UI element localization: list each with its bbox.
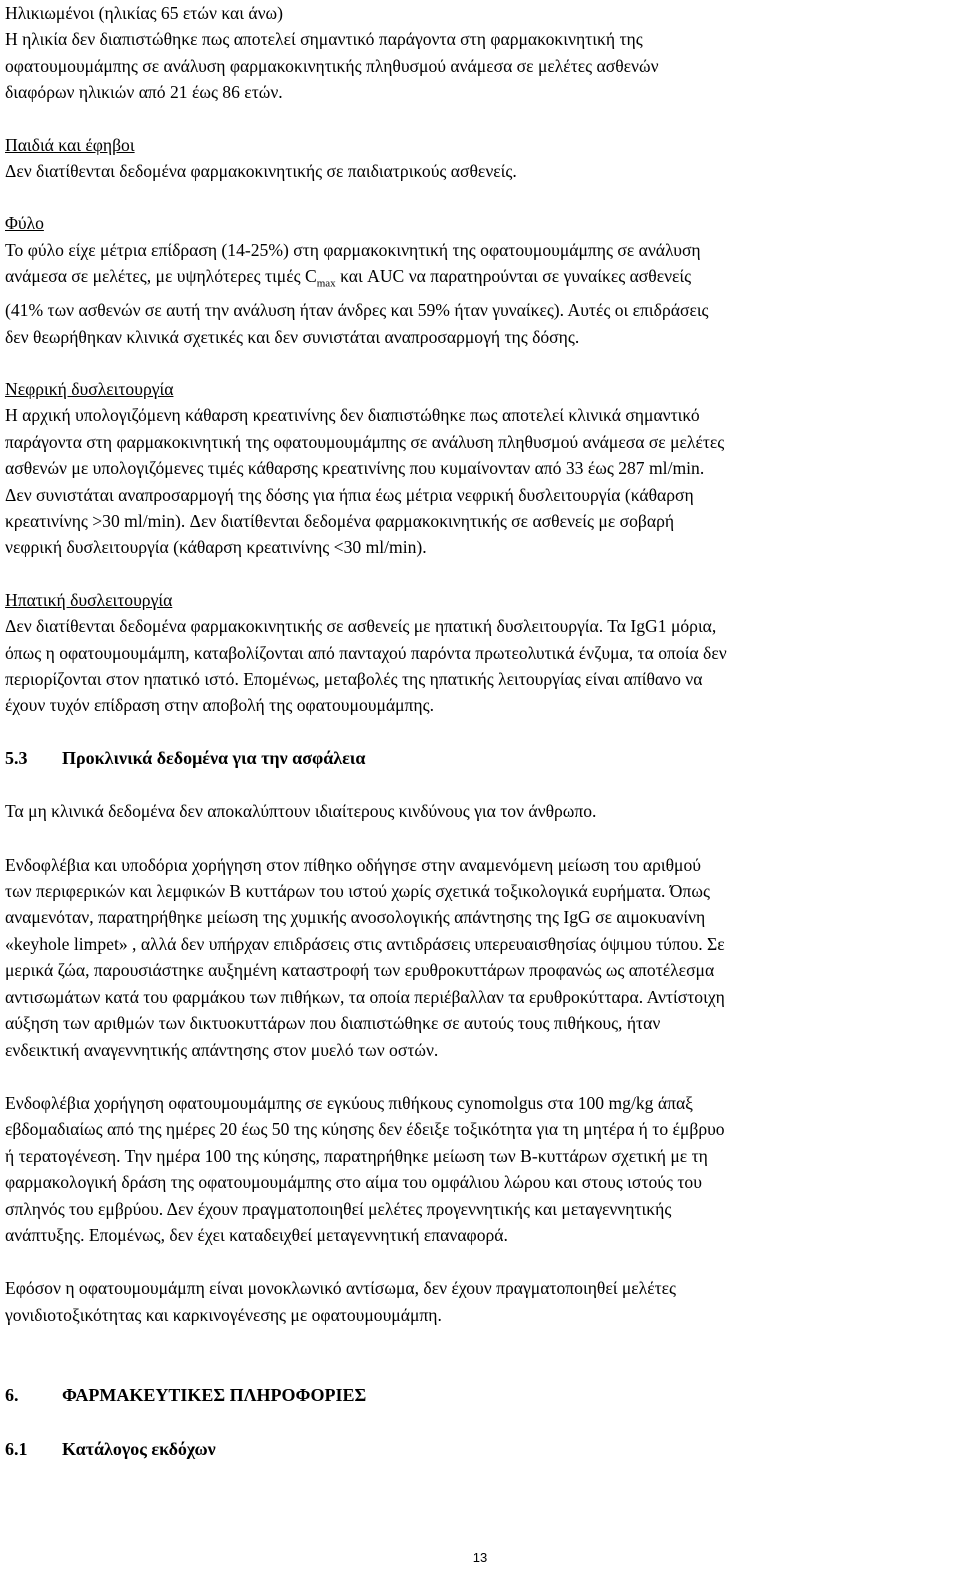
- section-number: 5.3: [5, 747, 28, 768]
- section-title: Κατάλογος εκδόχων: [62, 1438, 216, 1459]
- preclinical-p4-line: γονιδιοτοξικότητας και καρκινογένεσης με οφατουμουμάμπη.: [5, 1304, 442, 1325]
- renal-line: Η αρχική υπολογιζόμενη κάθαρση κρεατινίνης δεν διαπιστώθηκε πως αποτελεί κλινικά σημαντικό: [5, 405, 700, 426]
- preclinical-p3-line: εβδομαδιαίως από της ημέρες 20 έως 50 της κύησης δεν έδειξε τοξικότητα για τη μητέρα ή το έμβρυο: [5, 1119, 725, 1140]
- gender-line: δεν θεωρήθηκαν κλινικά σχετικές και δεν συνιστάται αναπροσαρμογή της δόσης.: [5, 326, 580, 347]
- gender-line2-text: ανάμεσα σε μελέτες, με υψηλότερες τιμές C: [5, 266, 317, 287]
- page-number: 13: [472, 1550, 488, 1565]
- gender-heading: Φύλο: [5, 213, 44, 234]
- gender-line: Το φύλο είχε μέτρια επίδραση (14-25%) στη φαρμακοκινητική της οφατουμουμάμπης σε ανάλυση: [5, 239, 701, 260]
- section-6-heading: [5, 1382, 955, 1408]
- hepatic-line: περιορίζονται στον ηπατικό ιστό. Επομένως, μεταβολές της ηπατικής λειτουργίας είναι απίθανο να: [5, 669, 703, 690]
- renal-heading: Νεφρική δυσλειτουργία: [5, 378, 174, 399]
- section-title: Προκλινικά δεδομένα για την ασφάλεια: [62, 747, 366, 768]
- preclinical-p3-line: ή τερατογένεση. Την ημέρα 100 της κύησης, παρατηρήθηκε μείωση των B-κυττάρων σχετική με τη: [5, 1145, 708, 1166]
- gender-line2-text: και AUC να παρατηρούνται σε γυναίκες ασθενείς: [335, 266, 692, 287]
- section-number: 6.1: [5, 1438, 28, 1459]
- preclinical-p3-line: σπληνός του εμβρύου. Δεν έχουν πραγματοποιηθεί μελέτες προγεννητικής και μεταγεννητικής: [5, 1198, 672, 1219]
- preclinical-p2-line: αντισωμάτων κατά του φαρμάκου των πιθήκων, τα οποία περιέβαλλαν τα ερυθροκύτταρα. Αντίστοιχη: [5, 986, 725, 1007]
- elderly-line: Η ηλικία δεν διαπιστώθηκε πως αποτελεί σημαντικό παράγοντα στη φαρμακοκινητική της: [5, 29, 643, 50]
- preclinical-p3-line: φαρμακολογική δράση της οφατουμουμάμπης στο αίμα του ομφάλιου λώρου και στους ιστούς του: [5, 1172, 702, 1193]
- section-number: 6.: [5, 1385, 19, 1406]
- renal-line: κρεατινίνης >30 ml/min). Δεν διατίθενται δεδομένα φαρμακοκινητικής σε ασθενείς με σοβαρή: [5, 511, 675, 532]
- elderly-line: διαφόρων ηλικιών από 21 έως 86 ετών.: [5, 82, 283, 103]
- hepatic-heading: Ηπατική δυσλειτουργία: [5, 589, 173, 610]
- renal-line: ασθενών με υπολογιζόμενες τιμές κάθαρσης κρεατινίνης που κυμαίνονταν από 33 έως 287 ml/min.: [5, 458, 705, 479]
- preclinical-p2-line: Ενδοφλέβια και υποδόρια χορήγηση στον πίθηκο οδήγησε στην αναμενόμενη μείωση του αριθμού: [5, 854, 701, 875]
- gender-line: (41% των ασθενών σε αυτή την ανάλυση ήταν άνδρες και 59% ήταν γυναίκες). Αυτές οι επιδράσεις: [5, 300, 709, 321]
- preclinical-p4-line: Εφόσον η οφατουμουμάμπη είναι μονοκλωνικό αντίσωμα, δεν έχουν πραγματοποιηθεί μελέτες: [5, 1278, 677, 1299]
- elderly-line: οφατουμουμάμπης σε ανάλυση φαρμακοκινητικής πληθυσμού ανάμεσα σε μελέτες ασθενών: [5, 55, 659, 76]
- section-5-3-heading: [5, 745, 955, 771]
- preclinical-p2-line: «keyhole limpet» , αλλά δεν υπήρχαν επιδράσεις στις αντιδράσεις υπερευαισθησίας όψιμου τύπου. Σε: [5, 933, 725, 954]
- preclinical-p3-line: Ενδοφλέβια χορήγηση οφατουμουμάμπης σε εγκύους πιθήκους cynomolgus στα 100 mg/kg άπαξ: [5, 1092, 694, 1113]
- preclinical-p1-line: Τα μη κλινικά δεδομένα δεν αποκαλύπτουν ιδιαίτερους κινδύνους για τον άνθρωπο.: [5, 801, 597, 822]
- document-page: [5, 0, 955, 1462]
- section-6-1-heading: [5, 1436, 955, 1462]
- preclinical-p2-line: αύξηση των αριθμών των δικτυοκυττάρων που διαπιστώθηκε σε αυτούς τους πιθήκους, ήταν: [5, 1013, 661, 1034]
- hepatic-line: Δεν διατίθενται δεδομένα φαρμακοκινητικής σε ασθενείς με ηπατική δυσλειτουργία. Τα IgG1 μόρια,: [5, 616, 717, 637]
- renal-line: παράγοντα στη φαρμακοκινητική της οφατουμουμάμπης σε ανάλυση πληθυσμού ανάμεσα σε μελέτες: [5, 431, 725, 452]
- preclinical-p2-line: ενδεικτική αναγεννητικής απάντησης στον μυελό των οστών.: [5, 1039, 439, 1060]
- children-line: Δεν διατίθενται δεδομένα φαρμακοκινητικής σε παιδιατρικούς ασθενείς.: [5, 161, 517, 182]
- cmax-subscript: max: [316, 277, 336, 290]
- renal-line: νεφρική δυσλειτουργία (κάθαρση κρεατινίνης <30 ml/min).: [5, 537, 427, 558]
- elderly-heading: Ηλικιωμένοι (ηλικίας 65 ετών και άνω): [5, 3, 283, 23]
- preclinical-p2-line: των περιφερικών και λεμφικών B κυττάρων του ιστού χωρίς σχετικά τοξικολογικά ευρήματα. Όπως: [5, 881, 710, 902]
- renal-line: Δεν συνιστάται αναπροσαρμογή της δόσης για ήπια έως μέτρια νεφρική δυσλειτουργία (κάθαρση: [5, 484, 694, 505]
- preclinical-p2-line: αναμενόταν, παρατηρήθηκε μείωση της χυμικής ανοσολογικής απάντησης της IgG σε αιμοκυανίνη: [5, 907, 706, 928]
- section-title: ΦΑΡΜΑΚΕΥΤΙΚΕΣ ΠΛΗΡΟΦΟΡΙΕΣ: [62, 1385, 367, 1406]
- preclinical-p2-line: μερικά ζώα, παρουσιάστηκε αυξημένη καταστροφή των ερυθροκυττάρων προφανώς ως αποτέλεσμα: [5, 960, 715, 981]
- hepatic-line: έχουν τυχόν επίδραση στην αποβολή της οφατουμουμάμπης.: [5, 695, 434, 716]
- children-heading: Παιδιά και έφηβοι: [5, 134, 135, 155]
- gender-line: [5, 263, 955, 297]
- preclinical-p3-line: ανάπτυξης. Επομένως, δεν έχει καταδειχθεί μεταγεννητική επαναφορά.: [5, 1224, 508, 1245]
- hepatic-line: όπως η οφατουμουμάμπη, καταβολίζονται από πανταχού παρόντα πρωτεολυτικά ένζυμα, τα οποία δεν: [5, 642, 727, 663]
